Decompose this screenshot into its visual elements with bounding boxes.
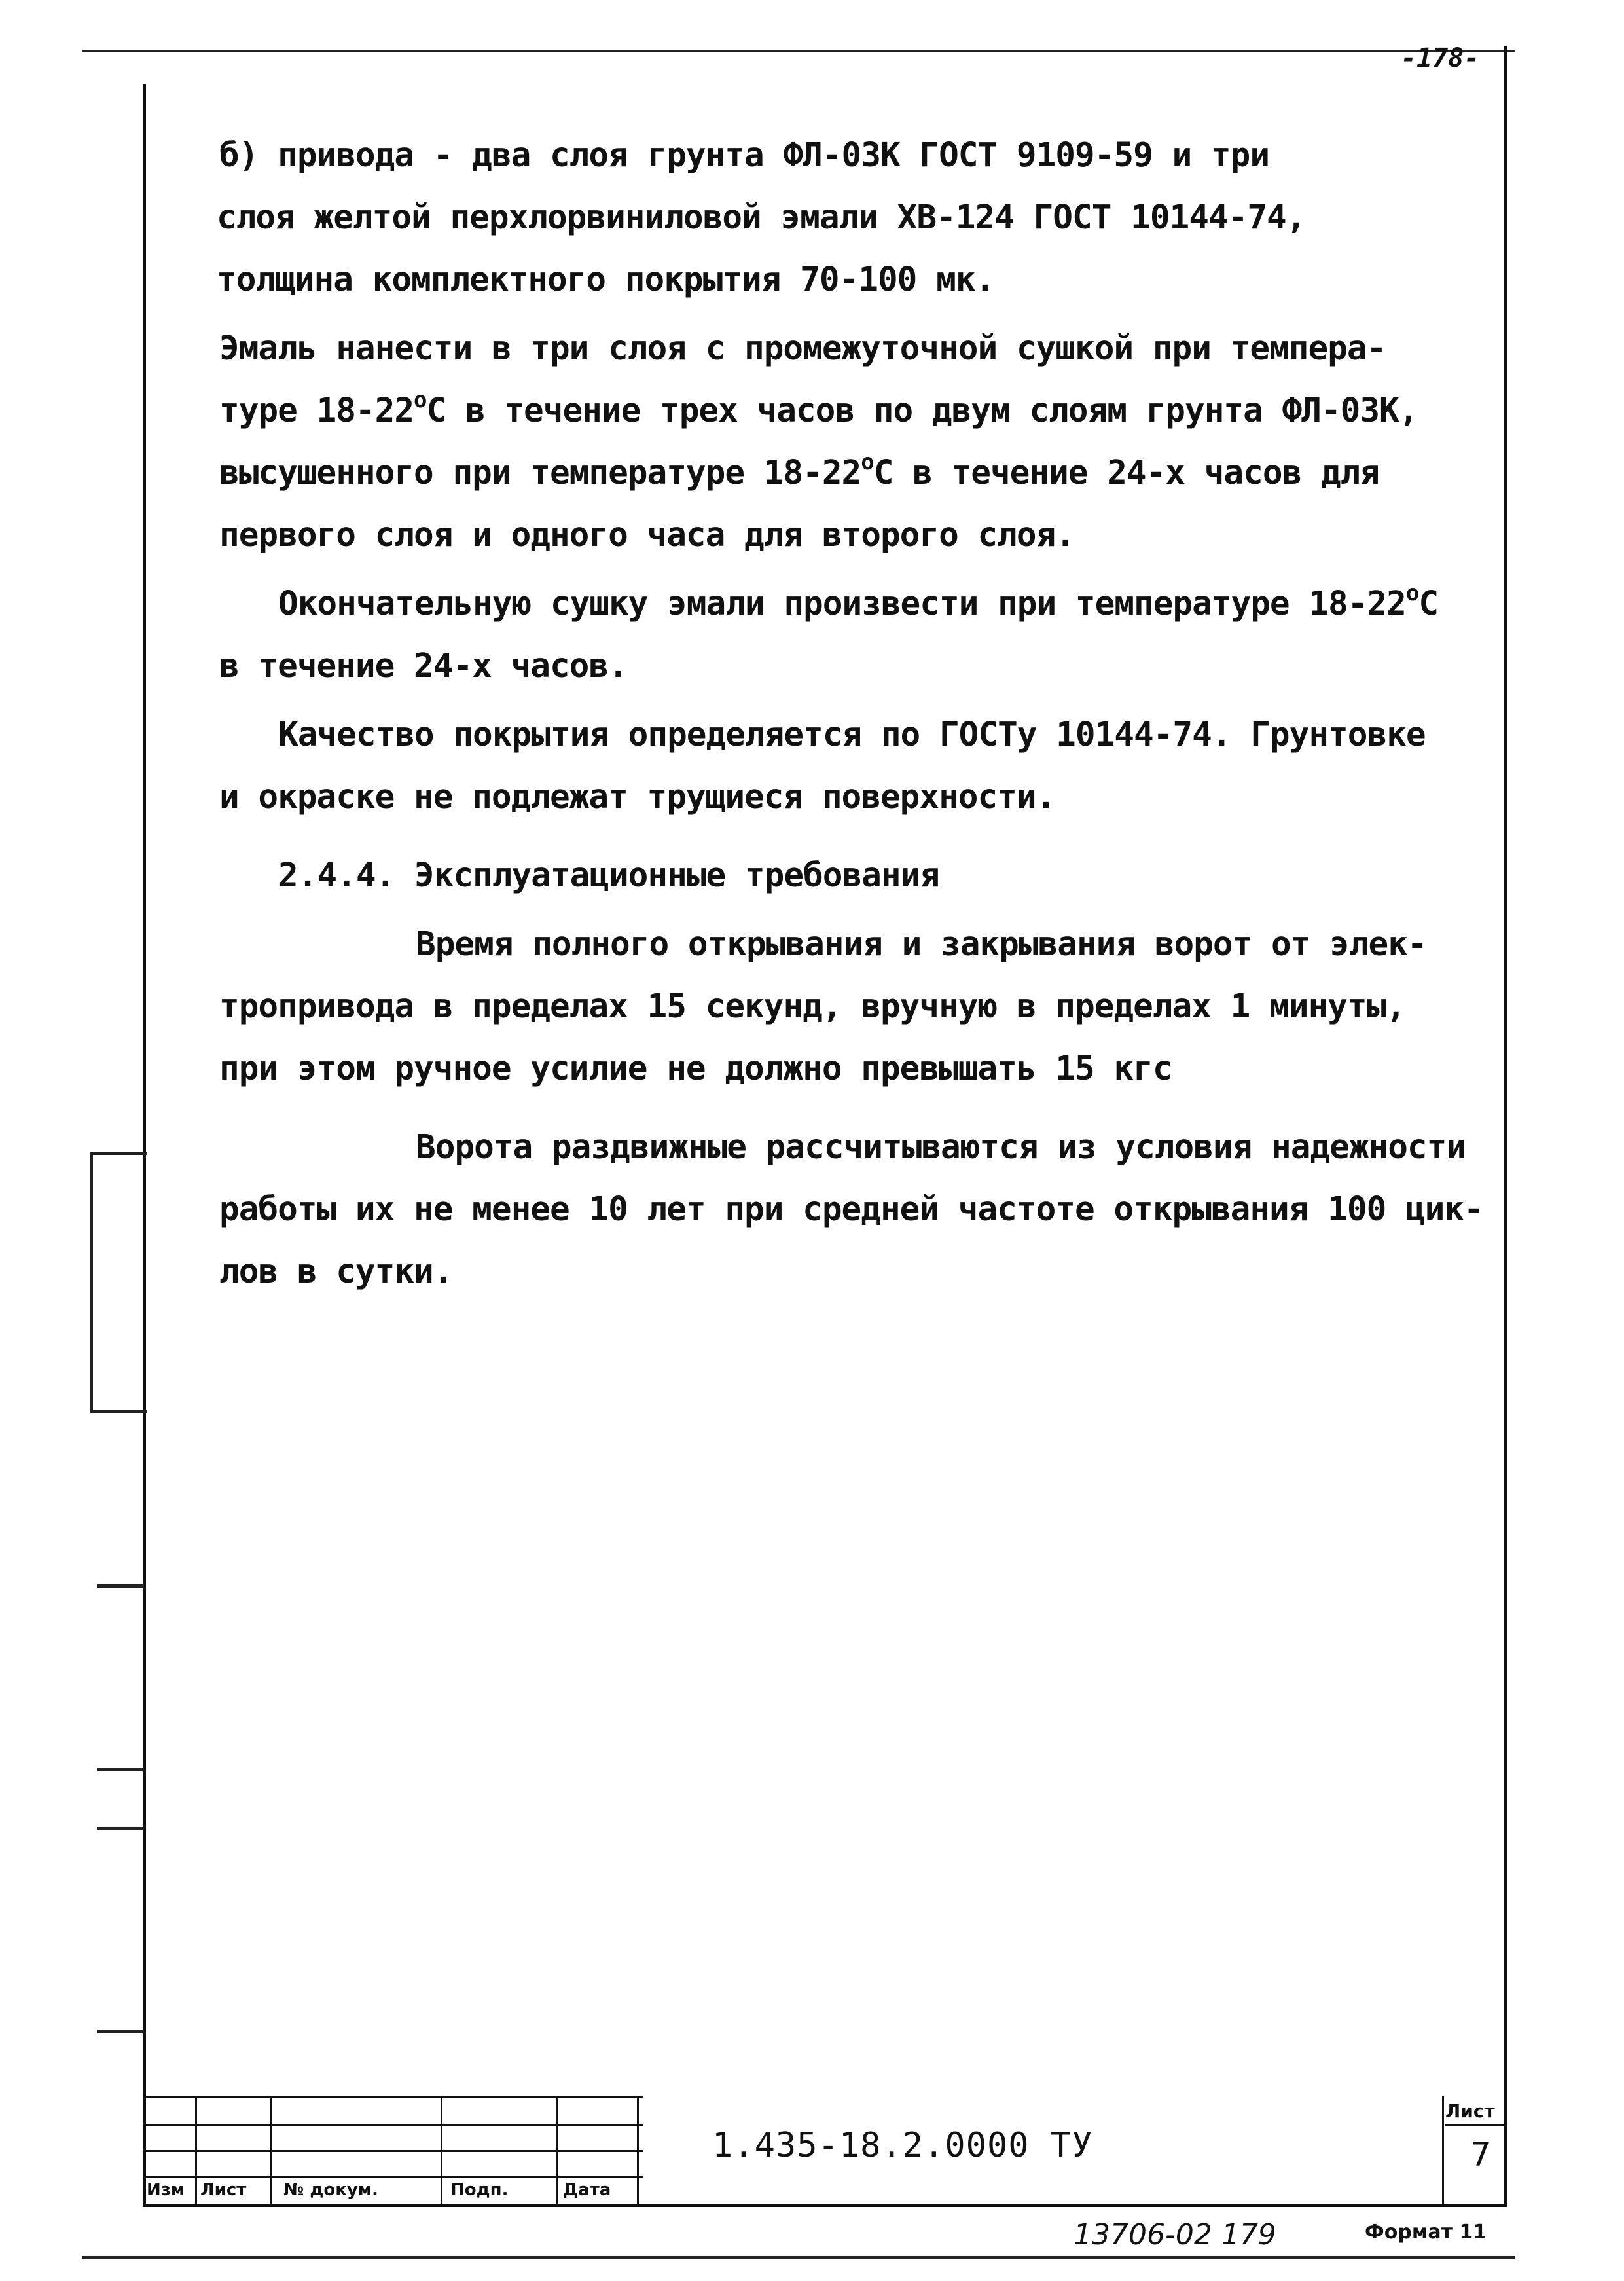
section-heading: 2.4.4. Эксплуатационные требования (278, 856, 939, 895)
sheet-label: Лист (1445, 2100, 1495, 2122)
p3-line: в течение 24-х часов. (219, 647, 628, 685)
paper-format: Формат 11 (1365, 2221, 1487, 2244)
label-date: Дата (563, 2180, 611, 2200)
margin-tick (97, 1827, 144, 1830)
outer-bottom-line (82, 2256, 1515, 2259)
p2-line: Эмаль нанести в три слоя с промежуточной сушкой при темпера- (219, 329, 1386, 368)
p3-line: Окончательную сушку эмали произвести при температуре $18-22^оС$ (278, 580, 1439, 623)
title-block-rule (143, 2124, 643, 2126)
title-block-divider (556, 2096, 558, 2205)
title-block-divider (441, 2096, 442, 2205)
label-change: Изм (147, 2180, 185, 2200)
title-block-divider (637, 2096, 639, 2205)
margin-tick (97, 1584, 144, 1588)
p2-line: туре $18-22^оС$ в течение трех часов по двум слоям грунта ФЛ-03К, (219, 387, 1418, 430)
title-block-rule (1445, 2124, 1507, 2126)
title-block-rule (143, 2096, 643, 2098)
margin-tick (97, 1768, 144, 1771)
p4-line: Качество покрытия определяется по ГОСТу 10144-74. Грунтовке (278, 716, 1426, 754)
label-sheet: Лист (200, 2180, 247, 2200)
p1-line: толщина комплектного покрытия 70-100 мк. (217, 261, 995, 299)
frame-right-line (1504, 46, 1507, 2206)
binding-margin-box (90, 1152, 147, 1413)
p2-line: первого слоя и одного часа для второго слоя. (219, 516, 1075, 555)
margin-tick (97, 2030, 144, 2033)
title-block-rule (143, 2176, 643, 2178)
p1-line: б) привода - два слоя грунта ФЛ-03К ГОСТ 9109-59 и три (219, 136, 1270, 175)
archive-number: 13706-02 179 (1074, 2218, 1276, 2252)
label-doc-number: № докум. (283, 2180, 378, 2200)
title-block-divider (1442, 2096, 1444, 2205)
page-stamp: -178- (1401, 43, 1480, 73)
p6-line: лов в сутки. (219, 1252, 453, 1291)
sheet-number: 7 (1470, 2136, 1491, 2174)
p2-line: высушенного при температуре $18-22^оС$ в течение 24-х часов для (219, 449, 1380, 492)
label-signature: Подп. (450, 2180, 509, 2200)
p5-line: Время полного открывания и закрывания ворот от элек- (416, 925, 1427, 964)
p5-line: тропривода в пределах 15 секунд, вручную в пределах 1 минуты, (219, 987, 1405, 1026)
frame-left-line (143, 84, 146, 2205)
title-block-rule (143, 2150, 643, 2152)
document-code: 1.435-18.2.0000 ТУ (712, 2126, 1093, 2165)
title-block (143, 2096, 1507, 2205)
p6-line: работы их не менее 10 лет при средней частоте открывания 100 цик- (219, 1190, 1483, 1229)
p5-line: при этом ручное усилие не должно превышать 15 кгс (219, 1049, 1172, 1088)
title-block-divider (195, 2096, 197, 2205)
p6-line: Ворота раздвижные рассчитываются из условия надежности (416, 1128, 1466, 1167)
title-block-divider (270, 2096, 272, 2205)
document-body (219, 124, 1483, 1303)
top-border-line (82, 50, 1515, 52)
p1-line: слоя желтой перхлорвиниловой эмали ХВ-124 ГОСТ 10144-74, (217, 198, 1306, 237)
p4-line: и окраске не подлежат трущиеся поверхности. (219, 778, 1056, 816)
